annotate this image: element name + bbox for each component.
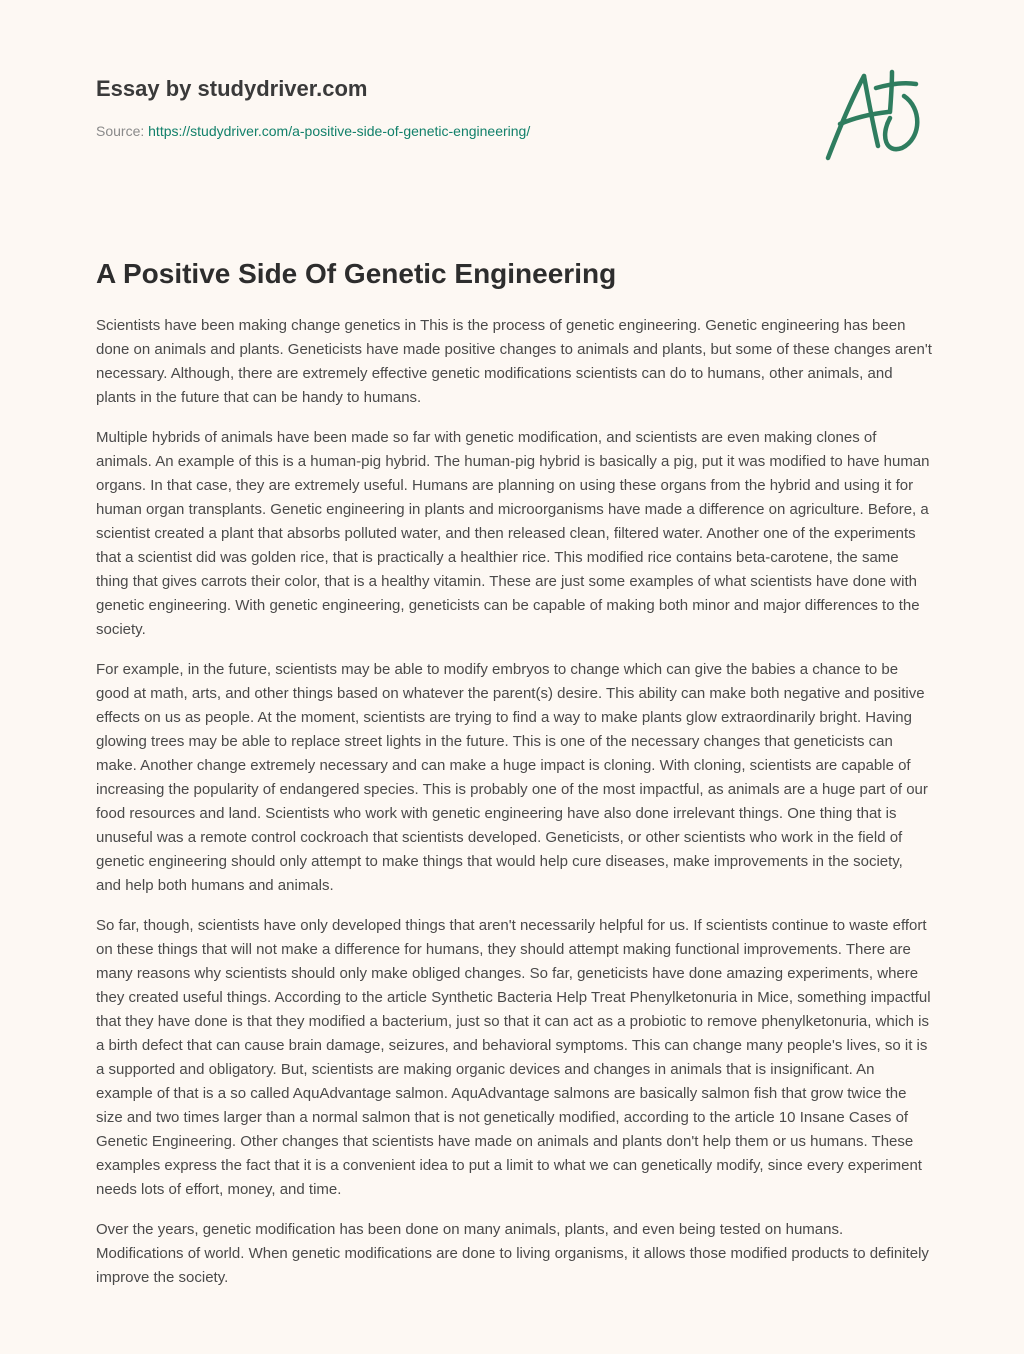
page-header bbox=[96, 76, 796, 140]
essay-title: A Positive Side Of Genetic Engineering bbox=[96, 258, 617, 289]
essay-paragraph: So far, though, scientists have only developed things that aren't necessarily helpful for us. If scientists continue to waste effort on these things that will not make a difference for humans, they should attempt making functional improvements. There are many reasons why scientists should only make obliged changes. So far, geneticists have done amazing experiments, where they created useful things. According to the article Synthetic Bacteria Help Treat Phenylketonuria in Mice, something impactful that they have done is that they modified a bacterium, just so that it can act as a probiotic to remove phenylketonuria, which is a birth defect that can cause brain damage, seizures, and behavioral symptoms. This can change many people's lives, so it is a supported and obligatory. But, scientists are making organic devices and changes in animals that is insignificant. An example of that is a so called AquAdvantage salmon. AquAdvantage salmons are basically salmon fish that grow twice the size and two times larger than a normal salmon that is not genetically modified, according to the article 10 Insane Cases of Genetic Engineering. Other changes that scientists have made on animals and plants don't help them or us humans. These examples express the fact that it is a convenient idea to put a limit to what we can genetically modify, since every experiment needs lots of effort, money, and time. bbox=[96, 917, 931, 1198]
source-line bbox=[96, 122, 796, 140]
essay-paragraph: Multiple hybrids of animals have been made so far with genetic modification, and scientists are even making clones of animals. An example of this is a human-pig hybrid. The human-pig hybrid is basically a pig, put it was modified to have human organs. In that case, they are extremely useful. Humans are planning on using these organs from the hybrid and using it for human organ transplants. Genetic engineering in plants and microorganisms have made a difference on agriculture. Before, a scientist created a plant that absorbs polluted water, and then released clean, filtered water. Another one of the experiments that a scientist did was golden rice, that is practically a healthier rice. This modified rice contains beta-carotene, the same thing that gives carrots their color, that is a healthy vitamin. These are just some examples of what scientists have done with genetic engineering. With genetic engineering, geneticists can be capable of making both minor and major differences to the society. bbox=[96, 429, 930, 638]
source-label: Source: bbox=[96, 123, 145, 139]
essay-paragraph: For example, in the future, scientists may be able to modify embryos to change which can give the babies a chance to be good at math, arts, and other things based on whatever the parent(s) desire. This ability can make both negative and positive effects on us as people. At the moment, scientists are trying to find a way to make plants glow extraordinarily bright. Having glowing trees may be able to replace street lights in the future. This is one of the necessary changes that geneticists can make. Another change extremely necessary and can make a huge impact is cloning. With cloning, scientists are capable of increasing the popularity of endangered species. This is probably one of the most impactful, as animals are a huge part of our food resources and land. Scientists who work with genetic engineering have also done irrelevant things. One thing that is unuseful was a remote control cockroach that scientists developed. Geneticists, or other scientists who work in the field of genetic engineering should only attempt to make things that would help cure diseases, make improvements in the society, and help both humans and animals. bbox=[96, 661, 928, 894]
source-link[interactable]: https://studydriver.com/a-positive-side-of-genetic-engineering/ bbox=[148, 123, 531, 139]
essay-paragraph: Scientists have been making change genetics in This is the process of genetic engineering. Genetic engineering has been done on animals and plants. Geneticists have made positive changes to animals and plants, but some of these changes aren't necessary. Although, there are extremely effective genetic modifications scientists can do to humans, other animals, and plants in the future that can be handy to humans. bbox=[96, 317, 932, 406]
essay-body bbox=[96, 314, 932, 1306]
brand-title: Essay by studydriver.com bbox=[96, 76, 368, 101]
essay-paragraph: Over the years, genetic modification has been done on many animals, plants, and even being tested on humans. Modifications of world. When genetic modifications are done to living organisms, it allows those modified products to definitely improve the society. bbox=[96, 1221, 929, 1286]
a-plus-logo-icon bbox=[818, 62, 930, 166]
